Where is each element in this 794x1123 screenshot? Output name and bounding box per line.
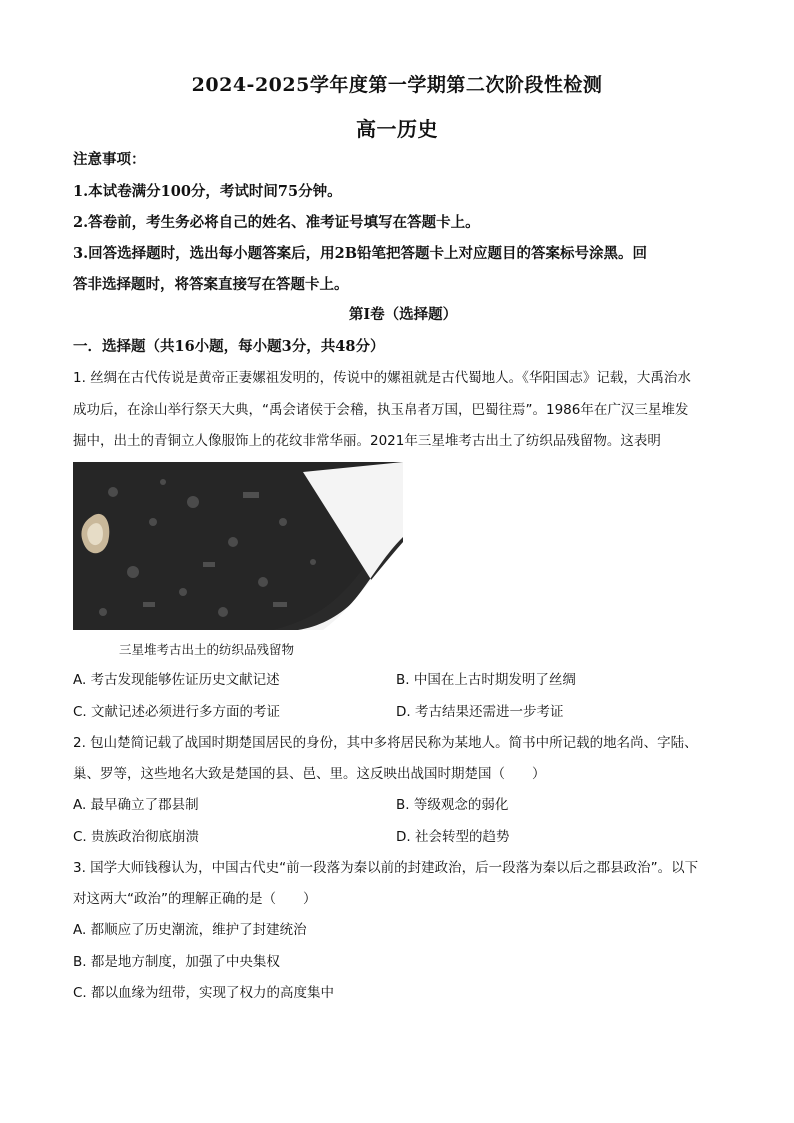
question-1-line-3: 掘中，出土的青铜立人像服饰上的花纹非常华丽。2021年三星堆考古出土了纺织品残留物。这表明 (73, 433, 661, 449)
question-2-option-c[interactable]: C. 贵族政治彻底崩溃 (73, 829, 200, 845)
question-1-option-c[interactable]: C. 文献记述必须进行多方面的考证 (73, 704, 281, 720)
question-3-option-a[interactable]: A. 都顺应了历史潮流，维护了封建统治 (73, 922, 307, 938)
question-3-line-1: 3. 国学大师钱穆认为，中国古代史“前一段落为秦以前的封建政治，后一段落为秦以后之郡县政治”。以下 (73, 860, 699, 876)
figure-caption: 三星堆考古出土的纺织品残留物 (119, 642, 295, 657)
question-3-line-2: 对这两大“政治”的理解正确的是（ ） (73, 891, 317, 907)
part-title: 一．选择题（共16小题，每小题3分，共48分） (73, 338, 385, 355)
notice-item-2: 2.答卷前，考生务必将自己的姓名、准考证号填写在答题卡上。 (73, 214, 480, 231)
question-1-option-b[interactable]: B. 中国在上古时期发明了丝绸 (396, 672, 576, 688)
question-2-line-1: 2. 包山楚简记载了战国时期楚国居民的身份，其中多将居民称为某地人。简书中所记载的地名尚、字陆、 (73, 735, 698, 751)
notice-item-3: 3.回答选择题时，选出每小题答案后，用2B铅笔把答题卡上对应题目的答案标号涂黑。回 (73, 245, 647, 262)
question-2-option-b[interactable]: B. 等级观念的弱化 (396, 797, 509, 813)
volume-title: 第Ⅰ卷（选择题） (348, 306, 458, 323)
exam-title: 2024-2025学年度第一学期第二次阶段性检测 (191, 74, 603, 96)
notice-item-1: 1.本试卷满分100分，考试时间75分钟。 (73, 183, 342, 200)
textile-residue-photo (73, 462, 403, 630)
question-1-line-2: 成功后，在涂山举行祭天大典，“禹会诸侯于会稽，执玉帛者万国，巴蜀往焉”。1986年在广汉三星堆发 (73, 402, 689, 418)
question-2-line-2: 巢、罗等，这些地名大致是楚国的县、邑、里。这反映出战国时期楚国（ ） (73, 766, 546, 782)
exam-subject: 高一历史 (356, 117, 438, 141)
question-1-option-d[interactable]: D. 考古结果还需进一步考证 (396, 704, 564, 720)
notice-item-3-cont: 答非选择题时，将答案直接写在答题卡上。 (73, 276, 349, 293)
question-1-option-a[interactable]: A. 考古发现能够佐证历史文献记述 (73, 672, 280, 688)
notice-heading: 注意事项： (73, 151, 146, 168)
question-3-option-c[interactable]: C. 都以血缘为纽带，实现了权力的高度集中 (73, 985, 335, 1001)
question-2-option-a[interactable]: A. 最早确立了郡县制 (73, 797, 199, 813)
question-3-option-b[interactable]: B. 都是地方制度，加强了中央集权 (73, 954, 280, 970)
question-2-option-d[interactable]: D. 社会转型的趋势 (396, 829, 510, 845)
question-1-line-1: 1. 丝绸在古代传说是黄帝正妻嫘祖发明的，传说中的嫘祖就是古代蜀地人。《华阳国志》记载，大禹治水 (73, 370, 691, 386)
